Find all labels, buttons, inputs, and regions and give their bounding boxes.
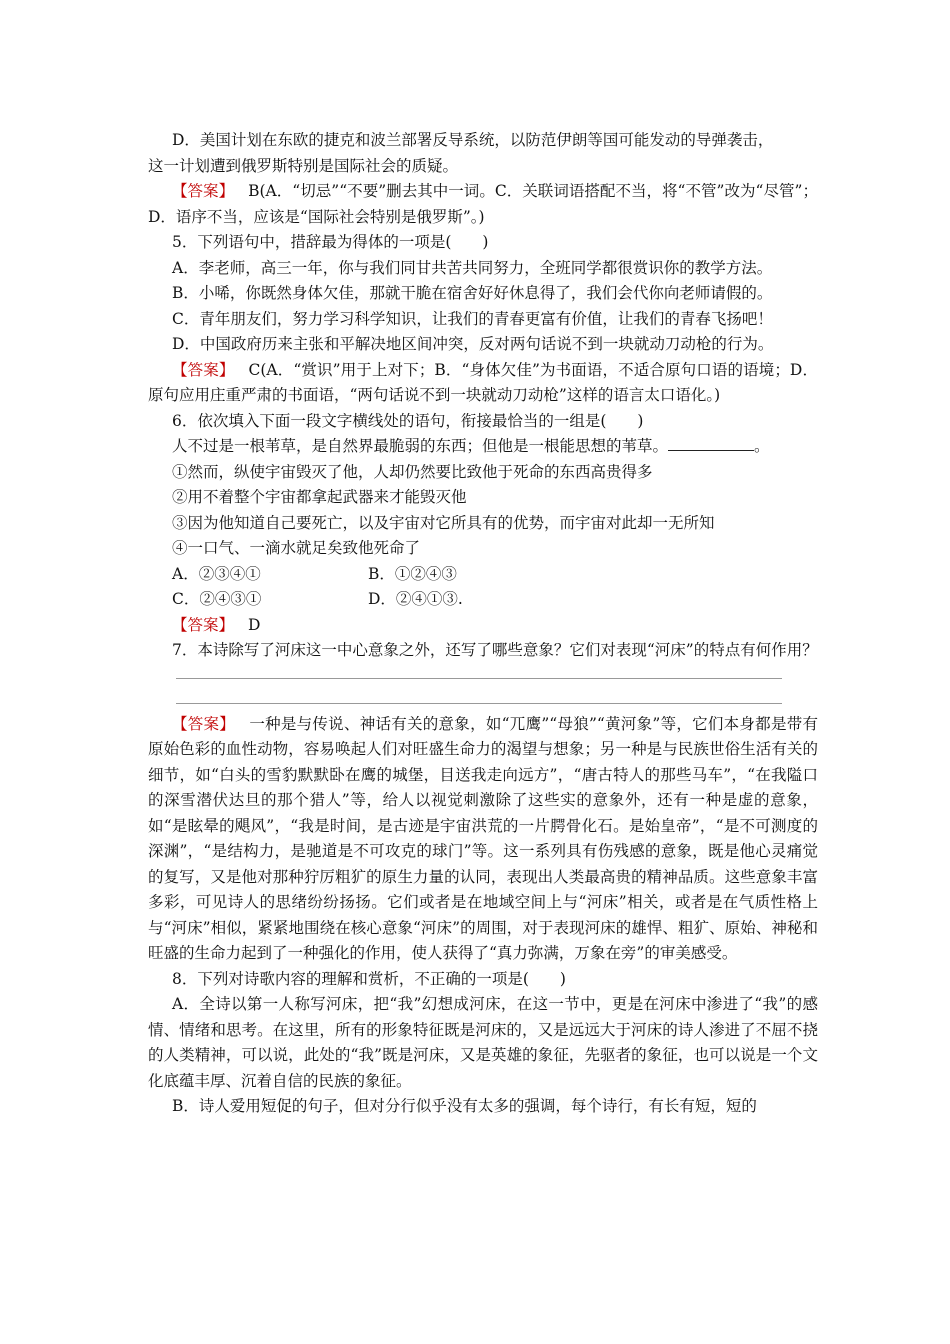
q4-option-d-line2: 这一计划遭到俄罗斯特别是国际社会的质疑。 xyxy=(148,156,459,175)
q4-answer-text: B(A．“切忌”“不要”删去其中一词。C．关联词语搭配不当，将“不管”改为“尽管”；D．语序不当，应该是“国际社会特别是俄罗斯”。) xyxy=(148,182,818,226)
q4-answer xyxy=(148,179,818,230)
q6-choice-c: C．②④③① xyxy=(172,590,262,608)
q8-stem: 8．下列对诗歌内容的理解和赏析，不正确的一项是( ) xyxy=(172,969,566,988)
q4-option-d-line1: D．美国计划在东欧的捷克和波兰部署反导系统，以防范伊朗等国可能发动的导弹袭击， xyxy=(172,131,774,149)
q6-choices-row-2 xyxy=(148,587,818,613)
q6-passage xyxy=(148,434,818,460)
q6-passage-end: 。 xyxy=(754,437,770,455)
fill-blank xyxy=(668,436,754,451)
q6-passage-text: 人不过是一根苇草，是自然界最脆弱的东西；但他是一根能思想的苇草。 xyxy=(172,437,669,455)
q6-stem: 6．依次填入下面一段文字横线处的语句，衔接最恰当的一组是( ) xyxy=(172,411,644,430)
answer-tag: 【答案】 xyxy=(172,360,235,379)
q6-choice-b: B．①②④③ xyxy=(368,564,457,583)
q6-item-1: ①然而，纵使宇宙毁灭了他，人却仍然要比致他于死命的东西高贵得多 xyxy=(172,462,653,481)
q6-choices-row-1 xyxy=(148,562,818,588)
q6-choice-d: D．②④①③. xyxy=(368,590,463,608)
answer-tag: 【答案】 xyxy=(172,714,236,733)
q5-answer xyxy=(148,358,818,409)
q7-answer-text: 一种是与传说、神话有关的意象，如“兀鹰”“母狼”“黄河象”等，它们本身都是带有原始色彩的血性动物，容易唤起人们对旺盛生命力的渴望与想象；另一种是与民族世俗生活有关的细节，如“白头的雪豹默默卧在鹰的城堡，目送我走向远方”，“唐古特人的那些马车”，“在我隘口的深雪潜伏达旦的那个猎人”等，给人以视觉刺激除了这些实的意象外，还有一种是虚的意象，如“是眩晕的飓风”，“我是时间，是古迹是宇宙洪荒的一片腭骨化石。是始皇帝”，“是不可测度的深渊”，“是结构力，是驰道是不可攻克的球门”等。这一系列具有伤残感的意象，既是他心灵痛觉的复写，又是他对那种狞厉粗犷的原生力量的认同，表现出人类最高贵的精神品质。这些意象丰富多彩，可见诗人的思绪纷纷扬扬。它们或者是在地域空间上与“河床”相关，或者是在气质性格上与“河床”相似，紧紧地围绕在核心意象“河床”的周围，对于表现河床的雄悍、粗犷、原始、神秘和旺盛的生命力起到了一种强化的作用，使人获得了“真力弥满，万象在旁”的审美感受。 xyxy=(148,714,818,962)
answer-tag: 【答案】 xyxy=(172,182,235,200)
answer-tag: 【答案】 xyxy=(172,615,235,634)
q5-option-b: B．小唏，你既然身体欠佳，那就干脆在宿舍好好休息得了，我们会代你向老师请假的。 xyxy=(172,284,773,302)
q5-stem: 5．下列语句中，措辞最为得体的一项是( ) xyxy=(172,233,489,251)
q6-answer-text: D xyxy=(248,615,261,634)
q5-option-c: C．青年朋友们，努力学习科学知识，让我们的青春更富有价值，让我们的青春飞扬吧！ xyxy=(172,309,773,328)
q6-item-4: ④一口气、一滴水就足矣致他死命了 xyxy=(172,539,421,557)
q5-option-d: D．中国政府历来主张和平解决地区间冲突，反对两句话说不到一块就动刀动枪的行为。 xyxy=(172,335,774,353)
q8-option-b: B．诗人爱用短促的句子，但对分行似乎没有太多的强调，每个诗行，有长有短，短的 xyxy=(172,1097,757,1115)
q5-answer-text: C(A．“赏识”用于上对下；B．“身体欠佳”为书面语，不适合原句口语的语境；D．原句应用庄重严肃的书面语，“两句话说不到一块就动刀动枪”这样的语言太口语化。) xyxy=(148,360,818,404)
q6-item-2: ②用不着整个宇宙都拿起武器来才能毁灭他 xyxy=(172,488,467,506)
q7-stem: 7．本诗除写了河床这一中心意象之外，还写了哪些意象？它们对表现“河床”的特点有何作用？ xyxy=(172,641,818,659)
q6-item-3: ③因为他知道自己要死亡，以及宇宙对它所具有的优势，而宇宙对此却一无所知 xyxy=(172,513,715,532)
q8-option-a: A．全诗以第一人称写河床，把“我”幻想成河床，在这一节中，更是在河床中渗进了“我”的感情、情绪和思考。在这里，所有的形象特征既是河床的，又是远远大于河床的诗人渗进了不屈不挠的人类精神，可以说，此处的“我”既是河床，又是英雄的象征，先驱者的象征，也可以说是一个文化底蕴丰厚、沉着自信的民族的象征。 xyxy=(148,995,818,1090)
document-page xyxy=(148,128,818,1120)
q7-answer xyxy=(148,712,818,967)
q6-choice-a: A．②③④① xyxy=(172,564,261,583)
q5-option-a: A．李老师，高三一年，你与我们同甘共苦共同努力，全班同学都很赏识你的教学方法。 xyxy=(172,258,773,277)
q6-answer xyxy=(148,613,818,639)
